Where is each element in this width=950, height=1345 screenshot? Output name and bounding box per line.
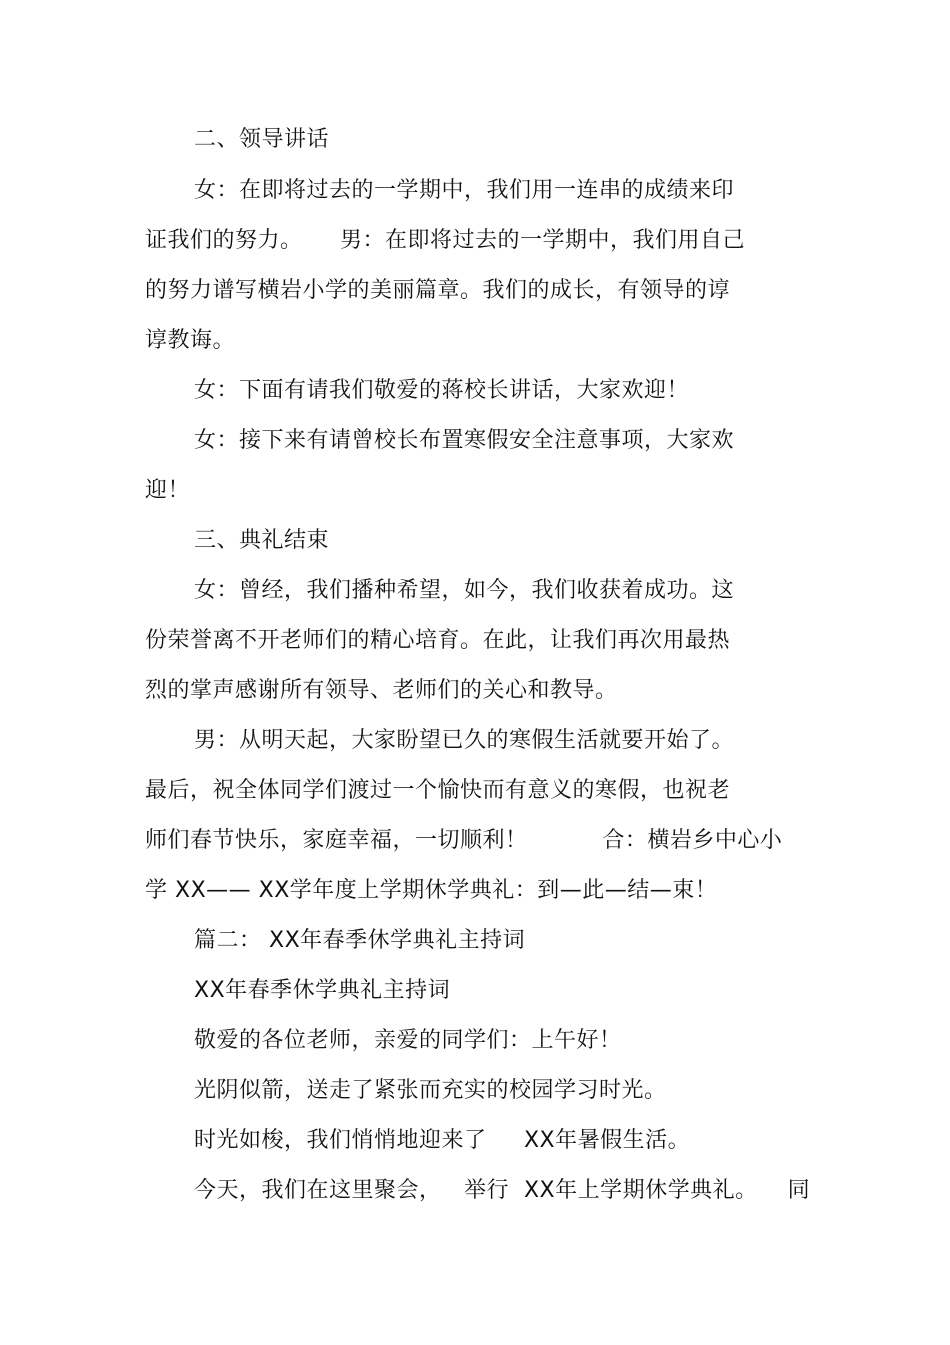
paragraph-line: 敬爱的各位老师，亲爱的同学们：上午好！: [194, 1028, 622, 1053]
paragraph-line: 的努力谱写横岩小学的美丽篇章。我们的成长，有领导的谆: [145, 278, 731, 303]
paragraph-line: 女：曾经，我们播种希望，如今，我们收获着成功。这: [194, 578, 735, 603]
paragraph-line: 今天，我们在这里聚会， 举行 XX年上学期休学典礼。 同: [194, 1178, 811, 1203]
subtitle-line: XX年春季休学典礼主持词: [194, 978, 451, 1003]
section-heading-ceremony-end: 三、典礼结束: [194, 528, 330, 553]
paragraph-line: 最后，祝全体同学们渡过一个愉快而有意义的寒假，也祝老: [145, 778, 731, 803]
paragraph-line: 证我们的努力。 男：在即将过去的一学期中，我们用自己: [145, 228, 745, 253]
paragraph-line: 迎！: [145, 478, 191, 503]
paragraph-line: 师们春节快乐，家庭幸福，一切顺利！ 合：横岩乡中心小: [145, 828, 783, 853]
paragraph-line: 光阴似箭，送走了紧张而充实的校园学习时光。: [194, 1078, 667, 1103]
paragraph-line: 谆教诲。: [145, 328, 236, 353]
paragraph-line: 男：从明天起，大家盼望已久的寒假生活就要开始了。: [194, 728, 735, 753]
section-heading-leader-speech: 二、领导讲话: [194, 127, 330, 152]
paragraph-line: 份荣誉离不开老师们的精心培育。在此，让我们再次用最热: [145, 628, 731, 653]
paragraph-line: 女：下面有请我们敬爱的蒋校长讲话，大家欢迎！: [194, 378, 690, 403]
paragraph-line: 学 XX—— XX学年度上学期休学典礼：到—此—结—束！: [145, 878, 718, 903]
paragraph-line: 烈的掌声感谢所有领导、老师们的关心和教导。: [145, 678, 618, 703]
paragraph-line: 女：接下来有请曾校长布置寒假安全注意事项，大家欢: [194, 428, 735, 453]
paragraph-line: 女：在即将过去的一学期中，我们用一连串的成绩来印: [194, 178, 735, 203]
paragraph-line: 时光如梭，我们悄悄地迎来了 XX年暑假生活。: [194, 1128, 691, 1153]
section-heading-part-two: 篇二： XX年春季休学典礼主持词: [194, 928, 526, 953]
